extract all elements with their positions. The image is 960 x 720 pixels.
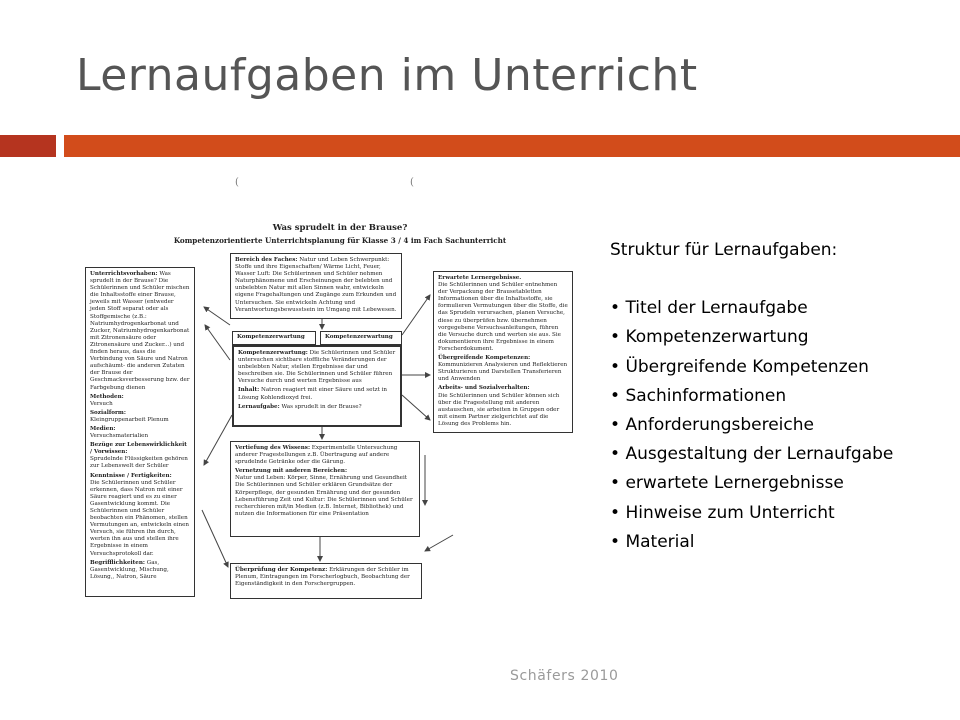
doc-text: Natur und Leben Schwerpunkt: Stoffe und ihre Eigenschaften/ Wärme Licht, Feuer, Wasser Luft: Die Schülerinnen und Schüler nehmen Naturphänomene und Erscheinungen der belebten und unbelebten Natur mit allen Sinnen wahr, entwickeln eigene Fragehaltungen und Zugänge zum Erkunden und Untersuchen. Sie entwickeln Achtung und Verantwortungsbewusstsein im Umgang mit Lebewesen. xyxy=(235,257,397,313)
list-item: • Titel der Lernaufgabe xyxy=(610,298,808,319)
doc-label: Sozialform: xyxy=(90,409,126,416)
list-item: • Übergreifende Kompetenzen xyxy=(610,356,869,377)
doc-tab-right: Kompetenzerwartung xyxy=(320,331,402,345)
doc-label: Bezüge zur Lebenswirklichkeit / Vorwissen: xyxy=(90,442,187,456)
doc-box-bottom xyxy=(230,563,422,599)
list-item: • Anforderungsbereiche xyxy=(610,415,814,436)
slide-title: Lernaufgaben im Unterricht xyxy=(76,50,698,101)
doc-text: Versuch xyxy=(90,400,113,407)
doc-box-left xyxy=(85,267,195,597)
doc-label: Vertiefung des Wissens: xyxy=(235,445,311,451)
scanned-planning-document xyxy=(80,175,600,605)
doc-label: Inhalt: xyxy=(238,387,260,394)
doc-box-center xyxy=(232,345,402,427)
doc-label: Vernetzung mit anderen Bereichen: xyxy=(235,468,348,475)
doc-text: Was sprudelt in der Brause? Die Schülerinnen und Schüler mischen die Inhaltsstoffe einer Brause, jeweils mit Wasser (entweder jeden Stoff separat oder als Stoffgemische (z.B.: Natriumhydrogenkarbonat und Zucker, Natriumhydrogenkarbonat mit Zitronensäure oder Zitronensäure und Zucker...) und finden heraus, dass die Verbindung von Säure und Natron aufschäumt- die anderen Zutaten der Brause der Geschmacksverbesserung bzw. der Farbgebung dienen xyxy=(90,271,190,391)
doc-text: Kleingruppenarbeit Plenum xyxy=(90,416,169,423)
doc-text: Natron reagiert mit einer Säure und setzt in Lösung Kohlendioxyd frei. xyxy=(238,387,388,401)
list-item: • erwartete Lernergebnisse xyxy=(610,473,844,494)
doc-text: Experimentelle Untersuchung anderer Fragestellungen z.B. Übertragung auf andere sprudelnde Getränke oder die Gärung. xyxy=(235,445,398,466)
doc-text: Natur und Leben: Körper, Sinne, Ernährung und Gesundheit Die Schülerinnen und Schüler erklären Grundsätze der Körperpflege, der gesunden Ernährung und der gesunden Lebensführung Zeit und Kultur: Die Schülerinnen und Schüler recherchieren mit/in Medien (z.B. Internet, Bibliothek) und nutzen die Informationen für eine Präsentation xyxy=(235,475,413,517)
doc-text: Erklärungen der Schüler im Plenum, Eintragungen im Forscherlogbuch, Beobachtung der Eigenständigkeit in den Forschergruppen. xyxy=(235,567,410,588)
list-item: • Sachinformationen xyxy=(610,385,787,406)
doc-box-top xyxy=(230,253,402,319)
structure-items xyxy=(610,294,955,557)
doc-text: Die Schülerinnen und Schüler erkennen, dass Natron mit einer Säure reagiert und es zu einer Gasentwicklung kommt. Die Schülerinnen und Schüler beobachten ein Phänomen, stellen Vermutungen an, entwickeln einen Versuch, sie führen ihn durch, werten ihn aus und stellen ihre Ergebnisse in einem Versuchsprotokoll dar. xyxy=(90,479,189,557)
doc-text: Versuchsmaterialien xyxy=(90,433,149,440)
list-item: • Ausgestaltung der Lernaufgabe xyxy=(610,444,894,465)
doc-box-right xyxy=(433,271,573,433)
doc-label: Arbeits- und Sozialverhalten: xyxy=(438,385,530,392)
accent-bar-right xyxy=(64,135,960,157)
structure-heading: Struktur für Lernaufgaben: xyxy=(610,240,838,260)
doc-text: Kommunizieren Analysieren und Reflektieren Strukturieren und Darstellen Transferieren und Anwenden xyxy=(438,362,568,383)
document-subtitle: Kompetenzorientierte Unterrichtsplanung für Klasse 3 / 4 im Fach Sachunterricht xyxy=(173,236,507,245)
doc-label: Unterrichtsvorhaben: xyxy=(90,271,158,277)
doc-label: Begrifflichkeiten: xyxy=(90,559,145,566)
doc-box-middle xyxy=(230,441,420,537)
scan-mark: ( xyxy=(410,177,414,188)
doc-label: Medien: xyxy=(90,425,116,432)
doc-label: Bereich des Faches: xyxy=(235,257,298,263)
structure-list xyxy=(610,236,955,557)
doc-label: Übergreifende Kompetenzen: xyxy=(438,355,531,362)
doc-label: Kompetenzerwartung: xyxy=(238,350,308,356)
doc-text: Gas, Gasentwicklung, Mischung, Lösung,, Natron, Säure xyxy=(90,559,169,580)
doc-text: Was sprudelt in der Brause? xyxy=(281,403,362,410)
doc-text: Sprudelnde Flüssigkeiten gehören zur Lebenswelt der Schüler xyxy=(90,456,188,470)
doc-tab-left: Kompetenzerwartung xyxy=(232,331,316,345)
list-item: • Kompetenzerwartung xyxy=(610,327,809,348)
doc-text: Die Schülerinnen und Schüler können sich über die Fragestellung mit anderen austauschen, sie arbeiten in Gruppen oder mit einem Partner zielgerichtet auf die Lösung des Problems hin. xyxy=(438,392,560,427)
list-item: • Material xyxy=(610,531,695,552)
scan-mark: ( xyxy=(235,177,239,188)
document-title: Was sprudelt in der Brause? xyxy=(272,223,408,233)
doc-label: Lernaufgabe: xyxy=(238,403,280,410)
doc-label: Erwartete Lernergebnisse. xyxy=(438,275,522,281)
slide-footer: Schäfers 2010 xyxy=(510,668,619,684)
list-item: • Hinweise zum Unterricht xyxy=(610,502,835,523)
doc-label: Kenntnisse / Fertigkeiten: xyxy=(90,472,172,479)
doc-label: Überprüfung der Kompetenz: xyxy=(235,567,328,573)
doc-label: Methoden: xyxy=(90,393,124,400)
doc-text: Die Schülerinnen und Schüler entnehmen der Verpackung der Brausetabletten Informationen über die Inhaltsstoffe, sie formulieren Vermutungen über die Stoffe, die das Sprudeln verursachen, planen Versuche, diese zu überprüfen bzw. übernehmen vorgegebene Versuchsanleitungen, führen die Versuche durch und werten sie aus. Sie dokumentieren ihre Ergebnisse in einem Forscherdokument. xyxy=(438,282,568,352)
doc-text: Die Schülerinnen und Schüler untersuchen sichtbare stoffliche Veränderungen der unbelebten Natur, stellen Ergebnisse dar und beschreiben sie. Die Schülerinnen und Schüler führen Versuche durch und werten Ergebnisse aus xyxy=(238,350,396,385)
accent-bar-left xyxy=(0,135,56,157)
